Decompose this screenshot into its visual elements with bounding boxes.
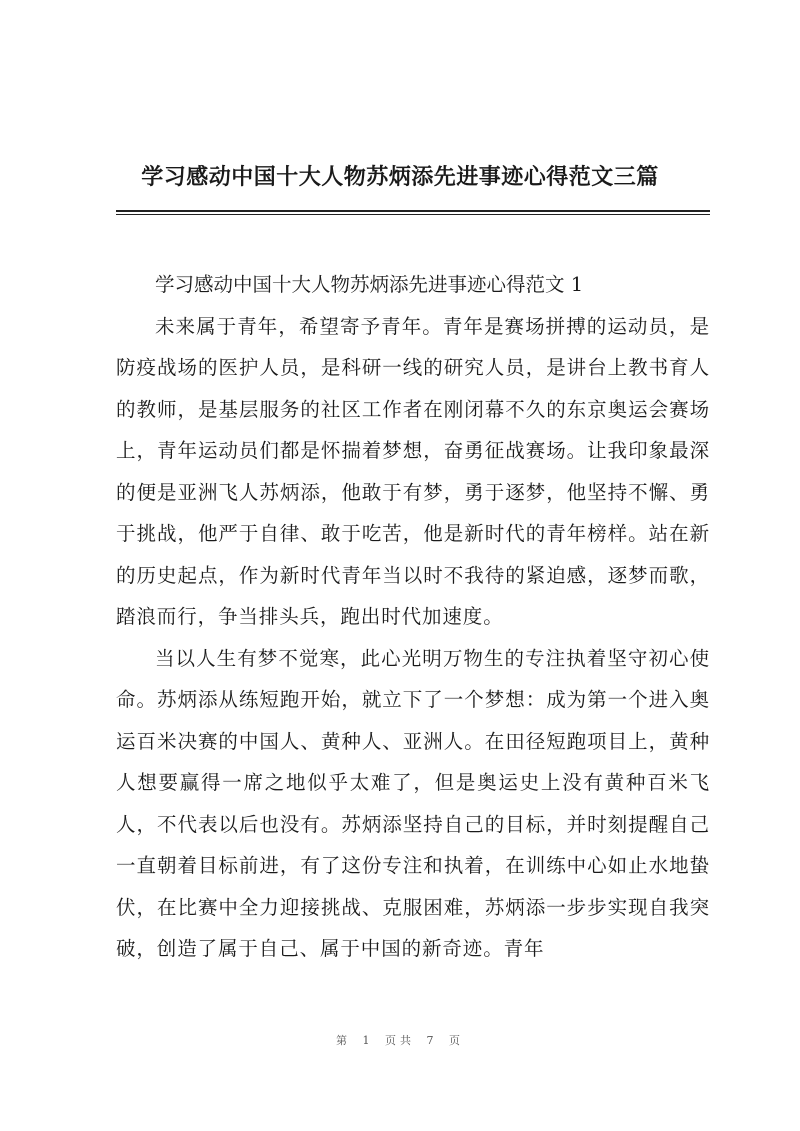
- title-divider-thick: [116, 210, 710, 212]
- document-body: [116, 264, 710, 970]
- page-footer: [0, 1032, 800, 1048]
- title-divider-thin: [116, 214, 710, 215]
- section-title: 学习感动中国十大人物苏炳添先进事迹心得范文 1: [155, 273, 584, 296]
- paragraph: 未来属于青年，希望寄予青年。青年是赛场拼搏的运动员，是防疫战场的医护人员，是科研一线的研究人员，是讲台上教书育人的教师，是基层服务的社区工作者在刚闭幕不久的东京奥运会赛场上，青年运动员们都是怀揣着梦想，奋勇征战赛场。让我印象最深的便是亚洲飞人苏炳添，他敢于有梦，勇于逐梦，他坚持不懈、勇于挑战，他严于自律、敢于吃苦，他是新时代的青年榜样。站在新的历史起点，作为新时代青年当以时不我待的紧迫感，逐梦而歌，踏浪而行，争当排头兵，跑出时代加速度。: [116, 314, 710, 628]
- footer-current-page: 1: [362, 1034, 374, 1047]
- document-title: 学习感动中国十大人物苏炳添先进事迹心得范文三篇: [141, 164, 659, 190]
- footer-suffix: 页: [449, 1034, 464, 1047]
- footer-total-pages: 7: [426, 1034, 438, 1047]
- paragraph: 当以人生有梦不觉寒，此心光明万物生的专注执着坚守初心使命。苏炳添从练短跑开始，就立下了一个梦想：成为第一个进入奥运百米决赛的中国人、黄种人、亚洲人。在田径短跑项目上，黄种人想要赢得一席之地似乎太难了，但是奥运史上没有黄种百米飞人，不代表以后也没有。苏炳添坚持自己的目标，并时刻提醒自己一直朝着目标前进，有了这份专注和执着，在训练中心如止水地蛰伏，在比赛中全力迎接挑战、克服困难，苏炳添一步步实现自我突破，创造了属于自己、属于中国的新奇迹。青年: [116, 646, 710, 960]
- footer-prefix: 第: [336, 1034, 351, 1047]
- footer-middle: 页共: [385, 1034, 415, 1047]
